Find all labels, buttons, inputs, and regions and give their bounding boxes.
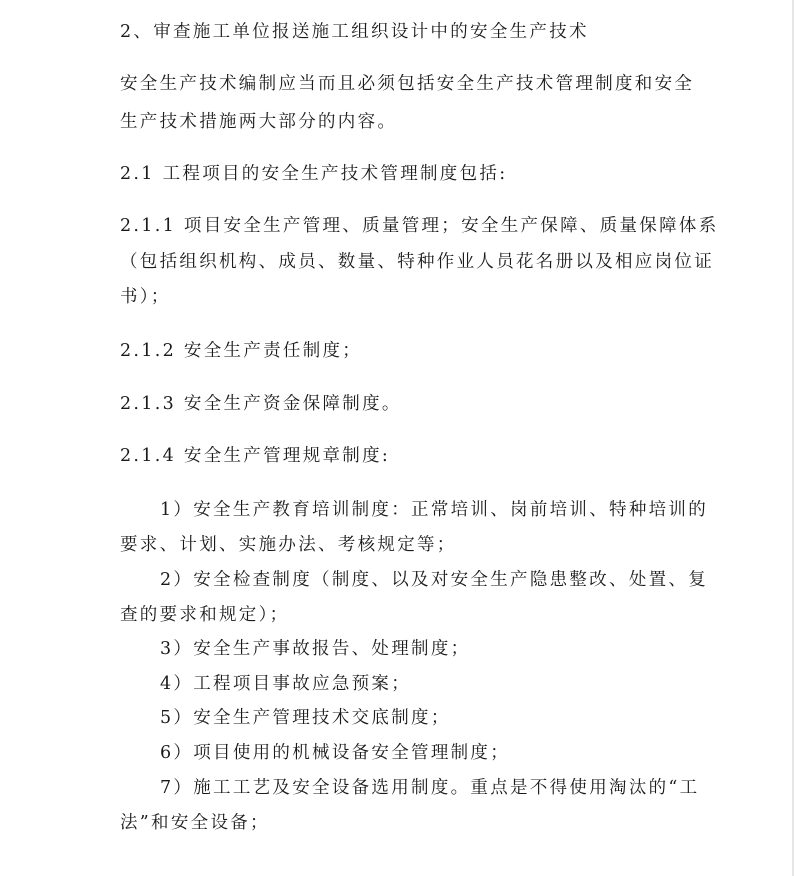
list-item-2-line-2: 查的要求和规定）； — [120, 605, 290, 625]
list-item-2-line-1: 2）安全检查制度（制度、以及对安全生产隐患整改、处置、复 — [160, 570, 709, 590]
section-2-1-1-line-1: 2.1.1 项目安全生产管理、质量管理；安全生产保障、质量保障体系 — [120, 216, 719, 236]
list-item-1-line-2: 要求、计划、实施办法、考核规定等； — [120, 535, 457, 555]
list-item-1-line-1: 1）安全生产教育培训制度：正常培训、岗前培训、特种培训的 — [160, 500, 709, 520]
section-heading: 2、审查施工单位报送施工组织设计中的安全生产技术 — [120, 22, 589, 42]
section-2-1-3: 2.1.3 安全生产资金保障制度。 — [120, 394, 402, 414]
section-2-1-1-line-2: （包括组织机构、成员、数量、特种作业人员花名册以及相应岗位证 — [120, 252, 714, 272]
intro-line-2: 生产技术措施两大部分的内容。 — [120, 112, 398, 132]
section-2-1-2: 2.1.2 安全生产责任制度； — [120, 341, 363, 361]
intro-line-1: 安全生产技术编制应当而且必须包括安全生产技术管理制度和安全 — [120, 74, 695, 94]
list-item-4: 4）工程项目事故应急预案； — [160, 674, 412, 694]
list-item-7-line-2: 法”和安全设备； — [120, 813, 270, 833]
list-item-6: 6）项目使用的机械设备安全管理制度； — [160, 743, 511, 763]
section-2-1-4: 2.1.4 安全生产管理规章制度: — [120, 446, 391, 466]
list-item-7-line-1: 7）施工工艺及安全设备选用制度。重点是不得使用淘汰的“工 — [160, 778, 700, 798]
section-2-1-1-line-3: 书）； — [120, 287, 171, 307]
list-item-3: 3）安全生产事故报告、处理制度； — [160, 639, 471, 659]
list-item-5: 5）安全生产管理技术交底制度； — [160, 708, 451, 728]
section-2-1: 2.1 工程项目的安全生产技术管理制度包括: — [120, 164, 508, 184]
